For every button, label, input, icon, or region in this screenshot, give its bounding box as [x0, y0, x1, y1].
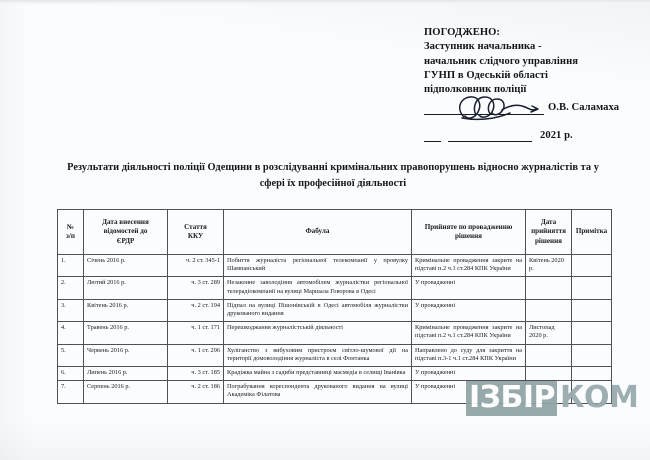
date-day-line [424, 141, 441, 142]
cell-erdr-date: Січень 2016 р. [84, 255, 168, 277]
col-header-erdr-date: Дата внесення відомостей до ЄРДР [84, 210, 168, 255]
approval-line-2: начальник слідчого управління [424, 55, 579, 67]
cell-number: 6. [58, 367, 84, 381]
cell-decision-date: Квітень 2020 р. [526, 255, 572, 277]
watermark-plain-text: КОМ [560, 380, 639, 415]
date-year: 2021 р. [540, 130, 573, 142]
cell-erdr-date: Травень 2016 р. [84, 322, 168, 344]
cell-decision: У провадженні [412, 381, 526, 403]
cell-decision: У провадженні [412, 277, 526, 299]
cell-article: ч. 1 ст. 296 [168, 344, 224, 366]
table-row [58, 322, 612, 344]
cell-erdr-date: Квітень 2016 р. [84, 299, 168, 321]
approval-block [424, 26, 642, 147]
cell-decision: У провадженні [412, 299, 526, 321]
col-header-number: № з/п [58, 210, 84, 255]
cell-decision: Кримінальне провадження закрите на підставі п.2 ч.1 ст.284 КПК України [412, 255, 526, 277]
cell-note [572, 381, 612, 403]
cell-erdr-date: Лютий 2016 р. [84, 277, 168, 299]
cell-fabula: Пограбування кореспондента друкованого видання на вулиці Академіка Філатова [224, 381, 412, 403]
col-header-note: Примітка [572, 210, 612, 255]
cell-number: 4. [58, 322, 84, 344]
cell-fabula: Побиття журналіста регіональної телекомпанії у провулку Шампанський [224, 255, 412, 277]
cell-note [572, 367, 612, 381]
cell-decision-date [526, 367, 572, 381]
table-row [58, 299, 612, 321]
signature-line [424, 114, 544, 115]
signatory-name: О.В. Саламаха [548, 102, 620, 114]
table-row [58, 255, 612, 277]
col-header-fabula: Фабула [224, 210, 412, 255]
cell-decision: У провадженні [412, 367, 526, 381]
approval-line-4: підполковник поліції [424, 84, 527, 96]
cell-decision: Кримінальне провадження закрите на підставі п.2 ч.1 ст.284 КПК України [412, 322, 526, 344]
cell-article: ч. 2 ст. 345-1 [168, 255, 224, 277]
register-table-body [58, 255, 612, 404]
cell-decision-date [526, 344, 572, 366]
table-row [58, 344, 612, 366]
cell-article: ч. 1 ст. 171 [168, 322, 224, 344]
cell-number: 1. [58, 255, 84, 277]
register-table [57, 209, 612, 404]
cell-decision: Направлено до суду для закриття на підставі п.3-1 ч.1 ст.284 КПК України [412, 344, 526, 366]
cell-article: ч. 2 ст. 186 [168, 381, 224, 403]
cell-number: 2. [58, 277, 84, 299]
cell-note [572, 322, 612, 344]
signature-row [424, 99, 642, 122]
cell-decision-date: Листопад 2020 р. [526, 322, 572, 344]
col-header-decision: Прийняте по провадженню рішення [412, 210, 526, 255]
cell-decision-date [526, 381, 572, 403]
register-table-wrapper [57, 209, 611, 404]
col-header-article: Стаття ККУ [168, 210, 224, 255]
cell-erdr-date: Червень 2016 р. [84, 344, 168, 366]
table-row [58, 367, 612, 381]
cell-note [572, 299, 612, 321]
cell-article: ч. 2 ст. 194 [168, 299, 224, 321]
cell-number: 7. [58, 381, 84, 403]
approval-line-3: ГУНП в Одеській області [424, 69, 548, 81]
cell-decision-date [526, 277, 572, 299]
cell-fabula: Хуліганство з вибуховим пристроєм світло-шумової дії на території домоволодіння журналіста в селі Фонтанка [224, 344, 412, 366]
cell-note [572, 277, 612, 299]
cell-number: 3. [58, 299, 84, 321]
cell-erdr-date: Серпень 2016 р. [84, 381, 168, 403]
cell-erdr-date: Липень 2016 р. [84, 367, 168, 381]
approval-heading: ПОГОДЖЕНО: [424, 27, 501, 38]
cell-fabula: Крадіжка майна з садиби представниці масмедіа в селищі Іванівка [224, 367, 412, 381]
cell-decision-date [526, 299, 572, 321]
cell-article: ч. 3 ст. 185 [168, 367, 224, 381]
table-row [58, 381, 612, 403]
date-month-line [448, 141, 532, 142]
cell-fabula: Незаконне заволодіння автомобілем журналістки регіональної телерадіокомпанії на вулиці Маршала Говорова в Одесі [224, 277, 412, 299]
watermark-highlighted-text: ІЗБІР [466, 381, 557, 416]
col-header-decision-date: Дата прийняття рішення [526, 210, 572, 255]
table-header-row [58, 210, 612, 255]
cell-article: ч. 3 ст. 289 [168, 277, 224, 299]
cell-note [572, 255, 612, 277]
cell-note [572, 344, 612, 366]
document-title: Результати діяльності поліції Одещини в розслідуванні кримінальних правопорушень відносно журналістів та у сфері їх професійної діяльності [67, 162, 599, 189]
cell-fabula: Підпал на вулиці Пішонівській в Одесі автомобіля журналістки друкованого видання [224, 299, 412, 321]
cell-number: 5. [58, 344, 84, 366]
approval-line-1: Заступник начальника - [424, 41, 542, 53]
cell-fabula: Перешкоджання журналістській діяльності [224, 322, 412, 344]
date-row [424, 129, 642, 147]
table-row [58, 277, 612, 299]
